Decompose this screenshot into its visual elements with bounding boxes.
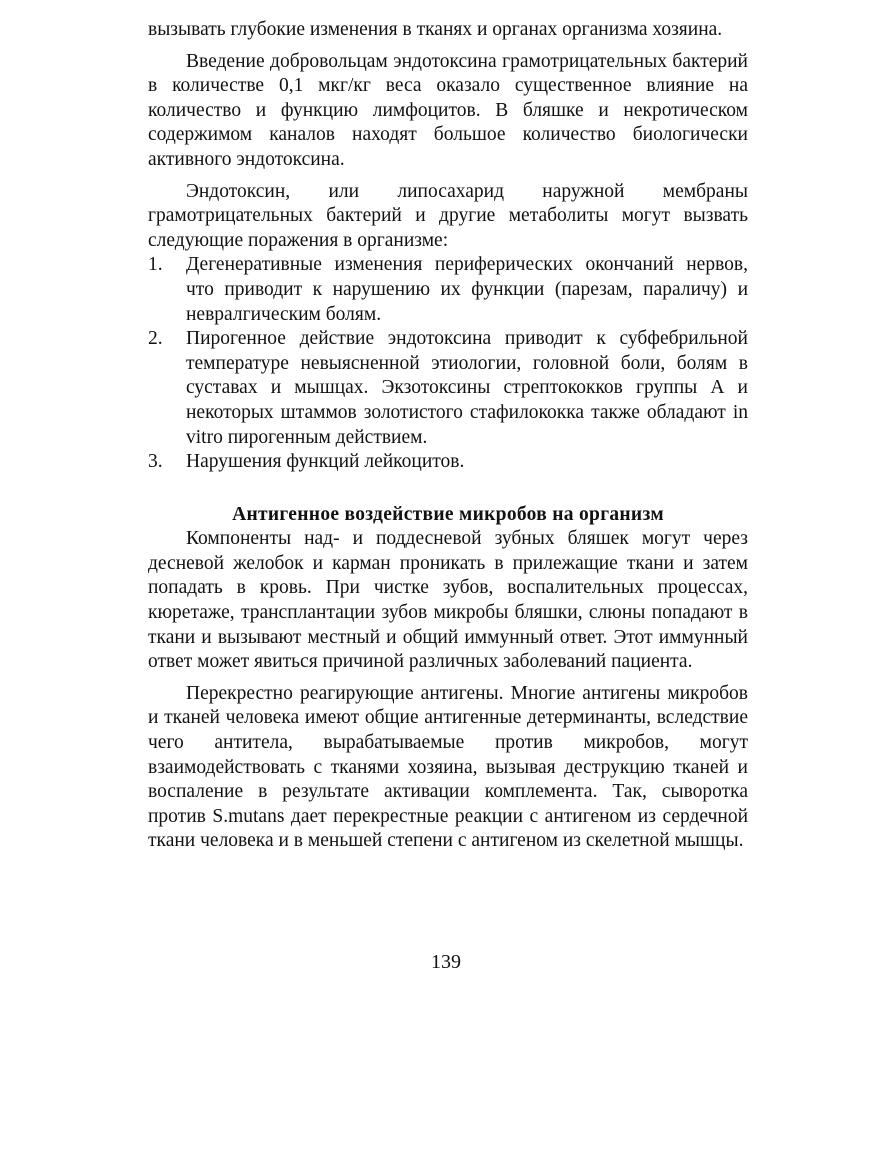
list-item-number: 2. — [148, 328, 163, 350]
paragraph-endotoxin-volunteers: Введение добровольцам эндотоксина грамотрицательных бактерий в количестве 0,1 мкг/кг веса оказало существенное влияние на количество и функцию лимфоцитов. В бляшке и некротическом содержимом каналов находят большое количество биологически активного эндотоксина. — [148, 50, 748, 170]
paragraph-continuation: вызывать глубокие изменения в тканях и органах организма хозяина. — [148, 19, 723, 40]
list-item-text: Нарушения функций лейкоцитов. — [186, 451, 465, 473]
page-body — [148, 18, 748, 854]
section-heading: Антигенное воздействие микробов на организм — [232, 503, 664, 525]
numbered-list — [148, 253, 748, 474]
list-item-text: Дегенеративные изменения периферических окончаний нервов, что приводит к нарушению их функции (парезам, параличу) и невралгическим болям. — [186, 254, 748, 325]
paragraph-cross-reacting-antigens: Перекрестно реагирующие антигены. Многие антигены микробов и тканей человека имеют общие антигенные детерминанты, вследствие чего антитела, вырабатываемые против микробов, могут взаимодействовать с тканями хозяина, вызывая деструкцию тканей и воспаление в результате активации комплемента. Так, сыворотка против S.mutans дает перекрестные реакции с антигеном из сердечной ткани человека и в меньшей степени с антигеном из скелетной мышцы. — [148, 682, 748, 852]
list-item-text: Пирогенное действие эндотоксина приводит к субфебрильной температуре невыясненной этиологии, головной боли, болям в суставах и мышцах. Экзотоксины стрептококков группы А и некоторых штаммов золотистого стафилококка также обладают in vitro пирогенным действием. — [186, 328, 748, 448]
list-item — [148, 450, 748, 475]
paragraph-plaque-components: Компоненты над- и поддесневой зубных бляшек могут через десневой желобок и карман проникать в прилежащие ткани и затем попадать в кровь. При чистке зубов, воспалительных процессах, кюретаже, трансплантации зубов микробы бляшки, слюны попадают в ткани и вызывают местный и общий иммунный ответ. Этот иммунный ответ может явиться причиной различных заболеваний пациента. — [148, 528, 748, 673]
paragraph-endotoxin-lps: Эндотоксин, или липосахарид наружной мембраны грамотрицательных бактерий и другие метаболиты могут вызвать следующие поражения в организме: — [148, 180, 748, 251]
list-item — [148, 253, 748, 327]
list-item-number: 1. — [148, 254, 163, 276]
page-number: 139 — [431, 951, 461, 973]
list-item — [148, 327, 748, 450]
list-item-number: 3. — [148, 451, 163, 473]
